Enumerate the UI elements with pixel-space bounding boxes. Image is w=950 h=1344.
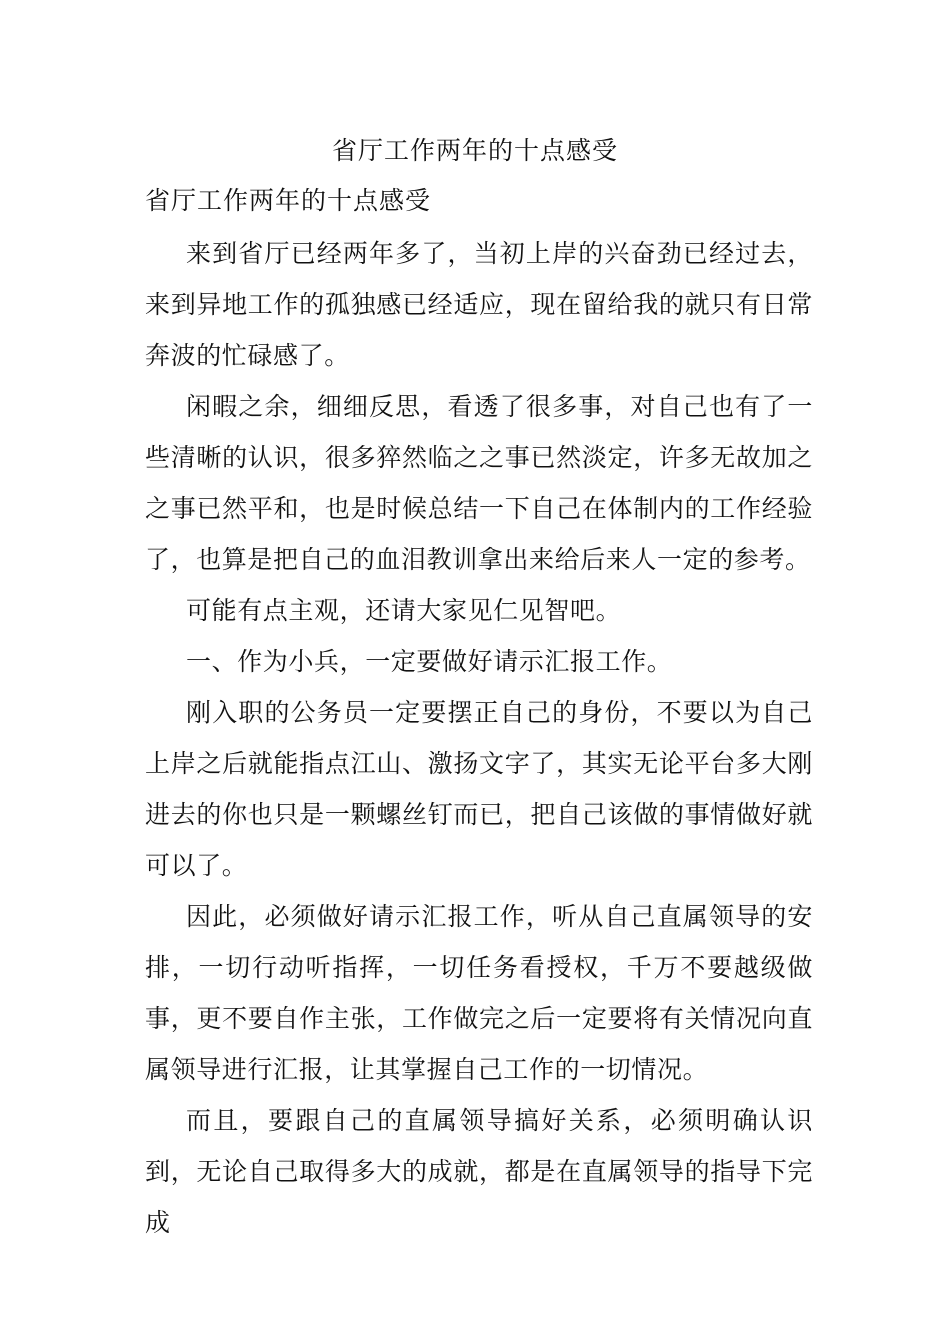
- document-body: [145, 228, 813, 1248]
- paragraph: 可能有点主观，还请大家见仁见智吧。: [186, 596, 622, 625]
- paragraph: 因此，必须做好请示汇报工作，听从自己直属领导的安排，一切行动听指挥，一切任务看授权，千万不要越级做事，更不要自作主张，工作做完之后一定要将有关情况向直属领导进行汇报，让其掌握自己工作的一切情况。: [145, 902, 813, 1084]
- paragraph: 来到省厅已经两年多了，当初上岸的兴奋劲已经过去，来到异地工作的孤独感已经适应，现在留给我的就只有日常奔波的忙碌感了。: [145, 239, 813, 370]
- paragraph: 而且，要跟自己的直属领导搞好关系，必须明确认识到，无论自己取得多大的成就，都是在直属领导的指导下完成: [145, 1106, 813, 1237]
- paragraph: 闲暇之余，细细反思，看透了很多事，对自己也有了一些清晰的认识，很多猝然临之之事已然淡定，许多无故加之之事已然平和，也是时候总结一下自己在体制内的工作经验了，也算是把自己的血泪教训拿出来给后来人一定的参考。: [145, 392, 813, 574]
- section-heading: 一、作为小兵，一定要做好请示汇报工作。: [186, 647, 673, 676]
- paragraph: 刚入职的公务员一定要摆正自己的身份，不要以为自己上岸之后就能指点江山、激扬文字了，其实无论平台多大刚进去的你也只是一颗螺丝钉而已，把自己该做的事情做好就可以了。: [145, 698, 813, 880]
- document-title: 省厅工作两年的十点感受: [331, 136, 618, 165]
- document-subtitle: 省厅工作两年的十点感受: [145, 186, 432, 215]
